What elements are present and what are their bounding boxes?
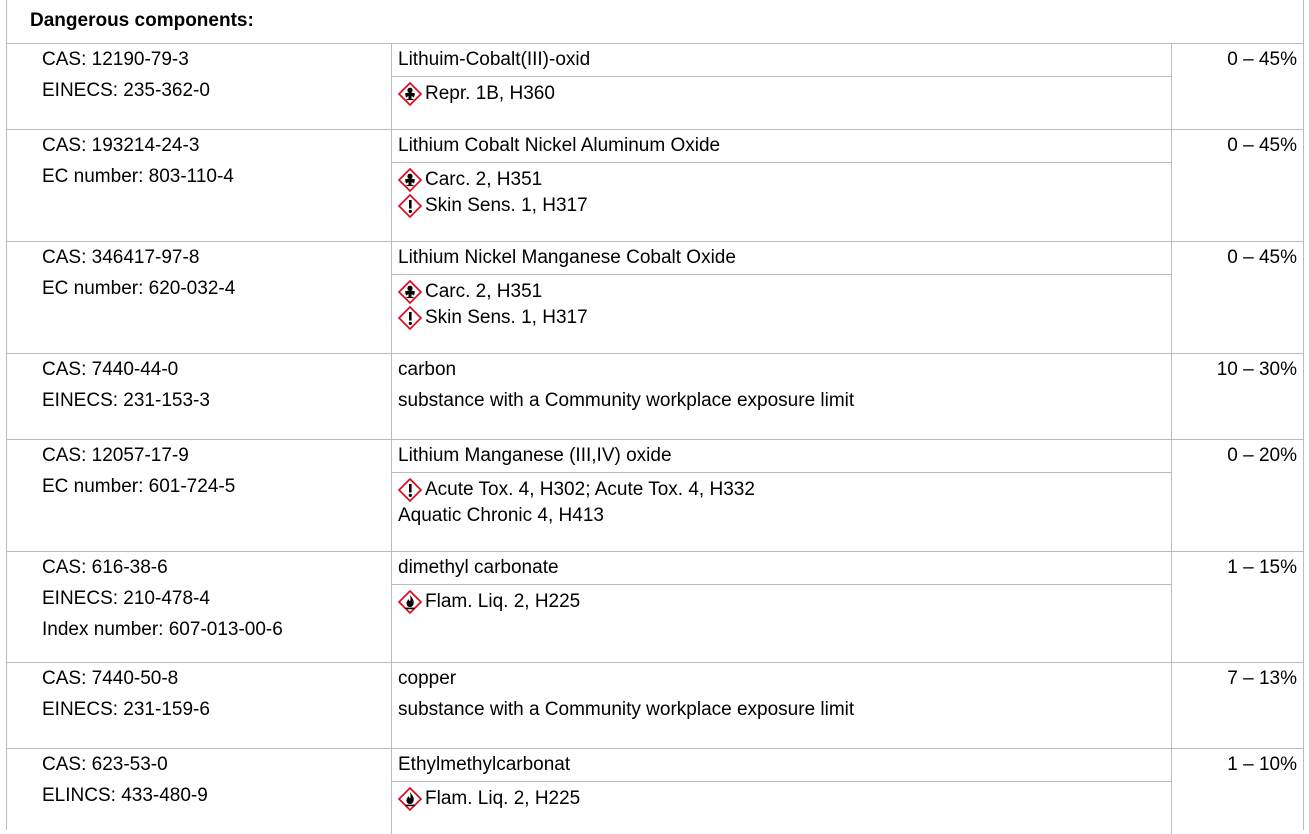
column-divider: [391, 353, 392, 439]
column-divider: [391, 439, 392, 551]
hazard-statement: Skin Sens. 1, H317: [425, 307, 588, 328]
substance-name: Lithium Manganese (III,IV) oxide: [398, 445, 672, 466]
column-divider: [1171, 439, 1172, 551]
name-subdivider: [391, 76, 1171, 77]
concentration-range: 0 – 45%: [1227, 49, 1297, 70]
identifier-label: CAS: 7440-44-0: [42, 359, 179, 380]
concentration-range: 0 – 20%: [1227, 445, 1297, 466]
name-subdivider: [391, 274, 1171, 275]
substance-note: substance with a Community workplace exposure limit: [398, 699, 855, 720]
identifier-label: CAS: 7440-50-8: [42, 668, 179, 689]
name-subdivider: [391, 472, 1171, 473]
row-separator: [6, 662, 1304, 663]
substance-name: carbon: [398, 359, 457, 380]
row-separator: [6, 241, 1304, 242]
concentration-range: 10 – 30%: [1216, 359, 1297, 380]
hazard-statement: Flam. Liq. 2, H225: [425, 591, 581, 612]
name-subdivider: [391, 584, 1171, 585]
identifier-label: CAS: 346417-97-8: [42, 247, 200, 268]
hazard-statement: Repr. 1B, H360: [425, 83, 555, 104]
name-subdivider: [391, 781, 1171, 782]
identifier-label: CAS: 12190-79-3: [42, 49, 189, 70]
concentration-range: 0 – 45%: [1227, 135, 1297, 156]
identifier-label: EC number: 803-110-4: [42, 166, 234, 187]
health-hazard-icon: [398, 280, 422, 304]
concentration-range: 7 – 13%: [1227, 668, 1297, 689]
substance-name: copper: [398, 668, 457, 689]
row-separator: [6, 43, 1304, 44]
hazard-statement: Skin Sens. 1, H317: [425, 195, 588, 216]
identifier-label: CAS: 193214-24-3: [42, 135, 200, 156]
column-divider: [391, 748, 392, 834]
hazard-statement: Carc. 2, H351: [425, 281, 543, 302]
flame-icon: [398, 787, 422, 811]
identifier-label: EC number: 620-032-4: [42, 278, 236, 299]
hazard-statement: Acute Tox. 4, H302; Acute Tox. 4, H332: [425, 479, 755, 500]
health-hazard-icon: [398, 82, 422, 106]
column-divider: [391, 241, 392, 353]
identifier-label: Index number: 607-013-00-6: [42, 619, 283, 640]
identifier-label: ELINCS: 433-480-9: [42, 785, 208, 806]
hazard-statement: Carc. 2, H351: [425, 169, 543, 190]
identifier-label: EC number: 601-724-5: [42, 476, 236, 497]
column-divider: [391, 551, 392, 662]
substance-name: Ethylmethylcarbonat: [398, 754, 571, 775]
row-separator: [6, 551, 1304, 552]
column-divider: [1171, 662, 1172, 748]
exclamation-mark-icon: [398, 306, 422, 330]
substance-name: Lithium Nickel Manganese Cobalt Oxide: [398, 247, 736, 268]
health-hazard-icon: [398, 168, 422, 192]
column-divider: [1171, 551, 1172, 662]
exclamation-mark-icon: [398, 478, 422, 502]
section-heading: Dangerous components:: [30, 10, 254, 31]
column-divider: [1171, 748, 1172, 834]
exclamation-mark-icon: [398, 194, 422, 218]
column-divider: [391, 43, 392, 129]
substance-name: dimethyl carbonate: [398, 557, 559, 578]
column-divider: [391, 129, 392, 241]
column-divider: [1171, 241, 1172, 353]
identifier-label: EINECS: 210-478-4: [42, 588, 210, 609]
concentration-range: 0 – 45%: [1227, 247, 1297, 268]
concentration-range: 1 – 10%: [1227, 754, 1297, 775]
flame-icon: [398, 590, 422, 614]
concentration-range: 1 – 15%: [1227, 557, 1297, 578]
identifier-label: EINECS: 235-362-0: [42, 80, 210, 101]
identifier-label: EINECS: 231-153-3: [42, 390, 210, 411]
identifier-label: CAS: 616-38-6: [42, 557, 168, 578]
substance-note: substance with a Community workplace exposure limit: [398, 390, 855, 411]
row-separator: [6, 353, 1304, 354]
identifier-label: CAS: 12057-17-9: [42, 445, 189, 466]
row-separator: [6, 129, 1304, 130]
substance-name: Lithuim-Cobalt(III)-oxid: [398, 49, 591, 70]
name-subdivider: [391, 162, 1171, 163]
identifier-label: CAS: 623-53-0: [42, 754, 168, 775]
column-divider: [1171, 129, 1172, 241]
row-separator: [6, 439, 1304, 440]
column-divider: [1171, 43, 1172, 129]
hazard-statement: Flam. Liq. 2, H225: [425, 788, 581, 809]
substance-name: Lithium Cobalt Nickel Aluminum Oxide: [398, 135, 721, 156]
hazard-statement: Aquatic Chronic 4, H413: [398, 505, 604, 526]
identifier-label: EINECS: 231-159-6: [42, 699, 210, 720]
column-divider: [1171, 353, 1172, 439]
row-separator: [6, 748, 1304, 749]
column-divider: [391, 662, 392, 748]
